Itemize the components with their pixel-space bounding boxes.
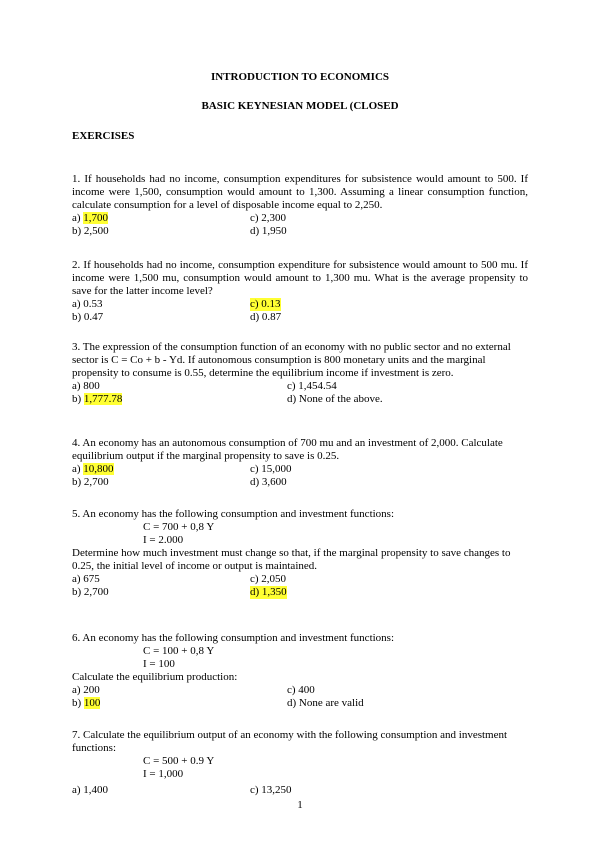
question-1-option-b: b) 2,500: [72, 225, 109, 237]
question-1-option-c: c) 2,300: [250, 212, 287, 224]
question-7: [72, 729, 528, 797]
question-3-option-d: d) None of the above.: [287, 393, 383, 405]
document-title: INTRODUCTION TO ECONOMICS: [210, 71, 390, 83]
page-number: 1: [297, 799, 303, 811]
question-6-options-row-2: [72, 697, 528, 710]
question-4-options-row-2: [72, 476, 528, 489]
question-4-text: 4. An economy has an autonomous consumption of 700 mu and an investment of 2,000. Calculate equilibrium output if the marginal propensity to save is 0.25.: [72, 437, 503, 462]
question-7-equation-consumption: C = 500 + 0.9 Y: [143, 755, 215, 767]
question-6-option-d: d) None are valid: [287, 697, 364, 709]
question-3-options-row-2: [72, 393, 528, 406]
question-4-option-b: b) 2,700: [72, 476, 109, 488]
question-6-option-c: c) 400: [287, 684, 315, 696]
question-6-equation-consumption: C = 100 + 0,8 Y: [143, 645, 215, 657]
highlighted-answer: 1,700: [83, 212, 109, 224]
question-4: [72, 437, 528, 489]
question-5-option-b: b) 2,700: [72, 586, 109, 598]
question-1-option-d: d) 1,950: [250, 225, 287, 237]
question-1: [72, 173, 528, 238]
question-3-option-c: c) 1,454.54: [287, 380, 337, 392]
question-5-intro: 5. An economy has the following consumption and investment functions:: [72, 508, 395, 520]
question-5-option-d: d) 1,350: [250, 586, 287, 598]
question-2-option-d: d) 0.87: [250, 311, 282, 323]
question-4-option-c: c) 15,000: [250, 463, 292, 475]
highlighted-answer: 100: [83, 697, 101, 709]
question-2-option-b: b) 0.47: [72, 311, 104, 323]
question-7-equation-investment: I = 1,000: [143, 768, 184, 780]
question-7-option-c: c) 13,250: [250, 784, 292, 796]
question-6-text: Calculate the equilibrium production:: [72, 671, 238, 683]
question-1-options-row-1: [72, 212, 528, 225]
question-6-intro: 6. An economy has the following consumption and investment functions:: [72, 632, 395, 644]
question-7-intro: 7. Calculate the equilibrium output of an economy with the following consumption and investment functions:: [72, 729, 508, 754]
question-2: [72, 259, 528, 324]
question-5: [72, 508, 528, 599]
question-2-option-a: a) 0.53: [72, 298, 103, 310]
question-3: [72, 341, 528, 406]
question-5-equation-consumption: C = 700 + 0,8 Y: [143, 521, 215, 533]
question-1-text: 1. If households had no income, consumption expenditures for subsistence would amount to 500. If income were 1,500, consumption would amount to 1,300. Assuming a linear consumption function, calculate consumption for a level of disposable income equal to 2,250.: [72, 173, 528, 211]
question-3-options-row-1: [72, 380, 528, 393]
question-5-options-row-1: [72, 573, 528, 586]
question-2-options-row-2: [72, 311, 528, 324]
question-4-options-row-1: [72, 463, 528, 476]
question-2-text: 2. If households had no income, consumption expenditure for subsistence would amount to 500 mu. If income were 1,500 mu, consumption would amount to 1,300 mu. What is the average propensity to save for the latter income level?: [72, 259, 528, 297]
question-5-text: Determine how much investment must change so that, if the marginal propensity to save changes to 0.25, the initial level of income or output is maintained.: [72, 547, 511, 572]
question-2-option-c: c) 0.13: [250, 298, 281, 310]
document-subtitle: BASIC KEYNESIAN MODEL (CLOSED: [201, 100, 399, 112]
question-3-option-a: a) 800: [72, 380, 100, 392]
highlighted-answer: 10,800: [83, 463, 114, 475]
question-6-option-a: a) 200: [72, 684, 100, 696]
question-5-options-row-2: [72, 586, 528, 599]
question-5-option-c: c) 2,050: [250, 573, 287, 585]
question-6-option-b: b) 100: [72, 697, 101, 709]
question-2-options-row-1: [72, 298, 528, 311]
question-5-option-a: a) 675: [72, 573, 100, 585]
question-1-options-row-2: [72, 225, 528, 238]
question-6-options-row-1: [72, 684, 528, 697]
question-3-text: 3. The expression of the consumption function of an economy with no public sector and no external sector is C = Co + b - Yd. If autonomous consumption is 800 monetary units and the marginal propensity to consume is 0.55, determine the equilibrium income if investment is zero.: [72, 341, 511, 379]
question-3-option-b: b) 1,777.78: [72, 393, 123, 405]
question-6: [72, 632, 528, 710]
question-1-option-a: a) 1,700: [72, 212, 109, 224]
question-4-option-a: a) 10,800: [72, 463, 114, 475]
question-7-options-row-1: [72, 784, 528, 797]
highlighted-answer: 1,777.78: [83, 393, 123, 405]
question-4-option-d: d) 3,600: [250, 476, 287, 488]
question-7-option-a: a) 1,400: [72, 784, 109, 796]
section-heading: EXERCISES: [72, 130, 135, 142]
question-6-equation-investment: I = 100: [143, 658, 175, 670]
question-5-equation-investment: I = 2.000: [143, 534, 184, 546]
